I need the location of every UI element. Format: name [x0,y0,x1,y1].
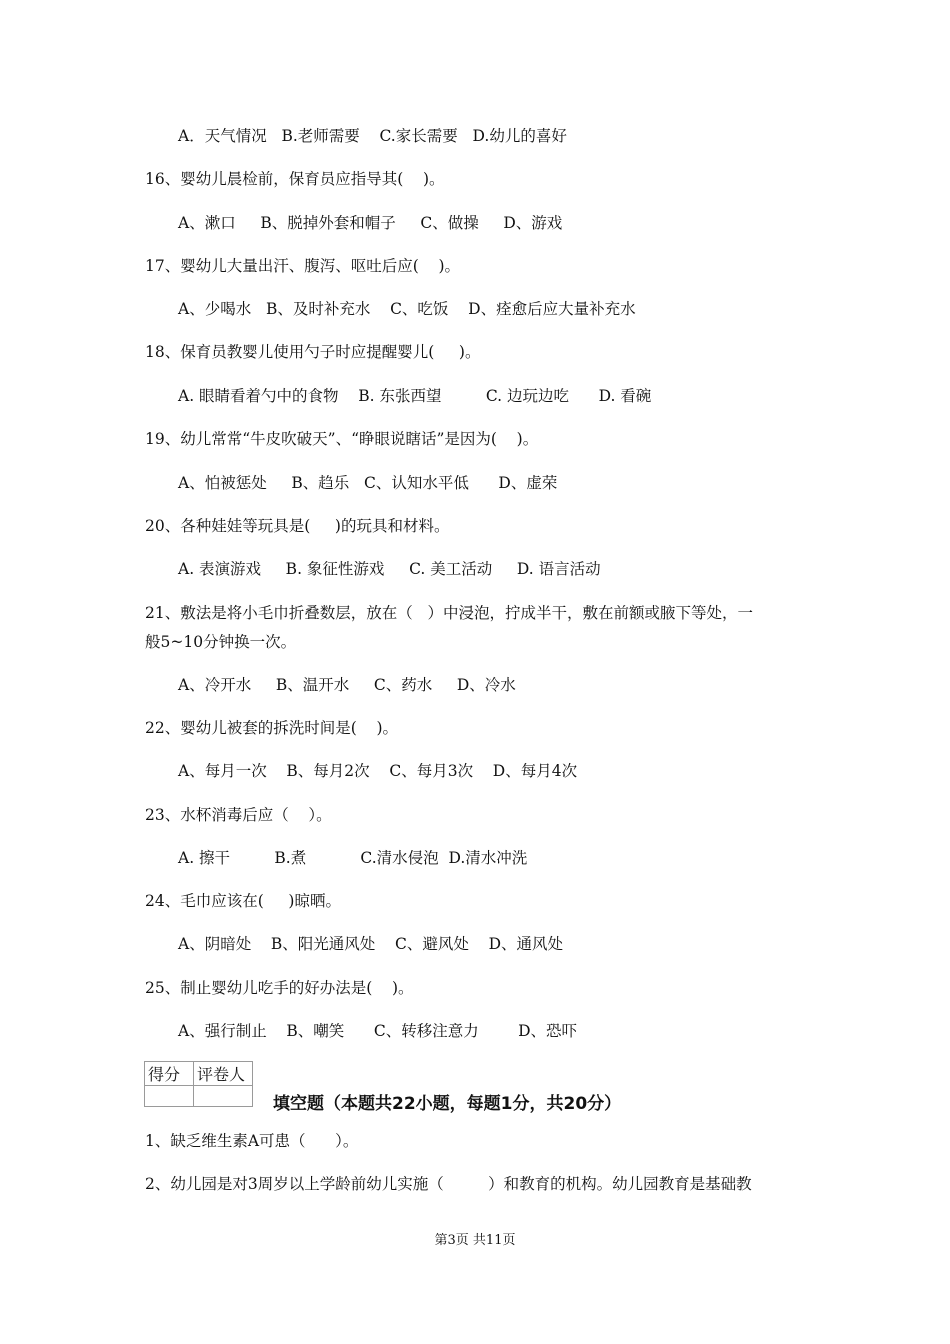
q21-options: A、冷开水 B、温开水 C、药水 D、冷水 [178,676,516,694]
q22-options: A、每月一次 B、每月2次 C、每月3次 D、每月4次 [178,762,578,780]
q19-options: A、怕被惩处 B、趋乐 C、认知水平低 D、虚荣 [178,474,558,492]
q16-question: 16、婴幼儿晨检前，保育员应指导其( )。 [145,170,445,188]
q24-options: A、阴暗处 B、阳光通风处 C、避风处 D、通风处 [178,935,563,953]
grader-cell [194,1086,253,1107]
q24-question: 24、毛巾应该在( )晾晒。 [145,892,341,910]
q25-options: A、强行制止 B、嘲笑 C、转移注意力 D、恐吓 [178,1022,578,1040]
section-title: 填空题（本题共22小题，每题1分，共20分） [273,1094,622,1114]
q20-question: 20、各种娃娃等玩具是( )的玩具和材料。 [145,517,450,535]
q15-options: A．天气情况 B.老师需要 C.家长需要 D.幼儿的喜好 [178,127,567,145]
page-footer: 第3页 共11页 [434,1233,516,1248]
score-cell [145,1086,194,1107]
fill-q2: 2、幼儿园是对3周岁以上学龄前幼儿实施（ ）和教育的机构。幼儿园教育是基础教 [145,1175,752,1193]
q19-question: 19、幼儿常常“牛皮吹破天”、“睁眼说瞎话”是因为( )。 [145,430,539,448]
q21-question-cont: 般5~10分钟换一次。 [145,633,297,651]
q21-question: 21、敷法是将小毛巾折叠数层，放在（ ）中浸泡，拧成半干，敷在前额或腋下等处，一 [145,604,754,622]
q18-options: A. 眼睛看着勺中的食物 B. 东张西望 C. 边玩边吃 D. 看碗 [178,387,652,405]
q20-options: A. 表演游戏 B. 象征性游戏 C. 美工活动 D. 语言活动 [178,560,601,578]
fill-q1: 1、缺乏维生素A可患（ ）。 [145,1132,359,1150]
q23-options: A. 擦干 B.煮 C.清水侵泡 D.清水冲洗 [178,849,528,867]
grader-label: 评卷人 [194,1062,253,1086]
score-table [144,1061,253,1107]
score-label: 得分 [145,1062,194,1086]
q25-question: 25、制止婴幼儿吃手的好办法是( )。 [145,979,414,997]
q23-question: 23、水杯消毒后应（ ）。 [145,806,332,824]
q17-options: A、少喝水 B、及时补充水 C、吃饭 D、痊愈后应大量补充水 [178,300,636,318]
q22-question: 22、婴幼儿被套的拆洗时间是( )。 [145,719,399,737]
q16-options: A、漱口 B、脱掉外套和帽子 C、做操 D、游戏 [178,214,563,232]
q17-question: 17、婴幼儿大量出汗、腹泻、呕吐后应( )。 [145,257,461,275]
q18-question: 18、保育员教婴儿使用勺子时应提醒婴儿( )。 [145,343,481,361]
